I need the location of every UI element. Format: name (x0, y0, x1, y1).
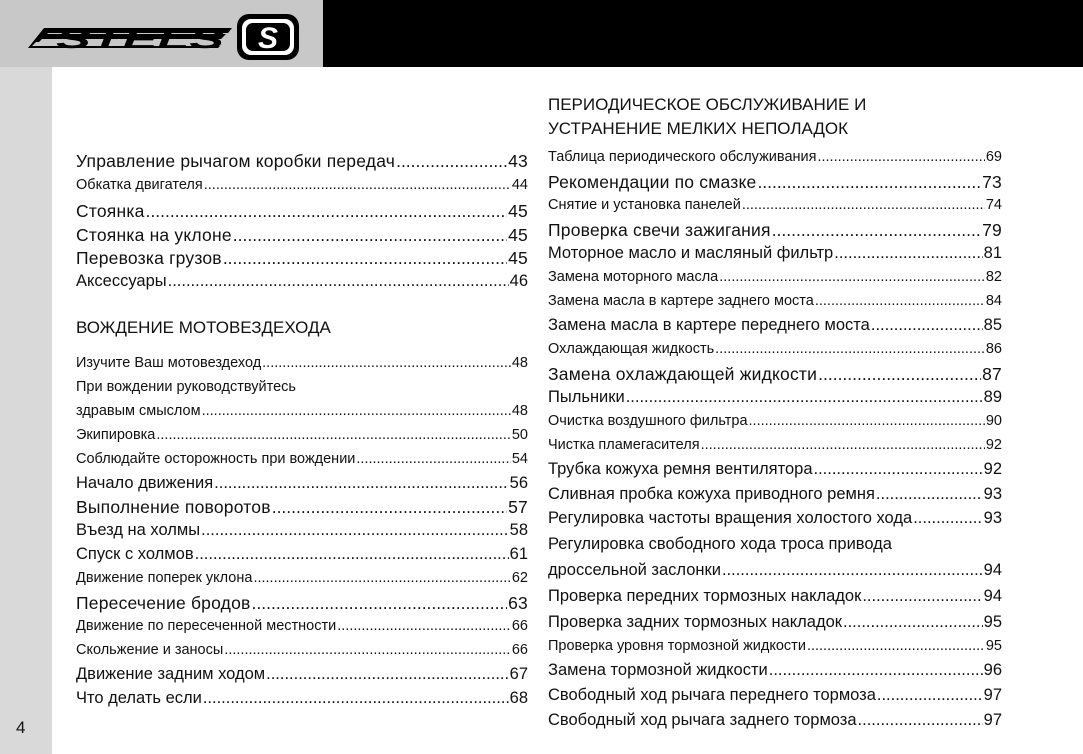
toc-entry: Проверка передних тормозных накладок ..... 94 (548, 587, 1002, 606)
toc-entry: Трубка кожуха ремня вентилятора ..... 92 (548, 460, 1002, 479)
toc-entry: Очистка воздушного фильтра ..... 90 (548, 413, 1002, 429)
logo-letter: S (257, 22, 279, 55)
toc-entry: Скольжение и заносы ..... 66 (76, 642, 528, 658)
toc-entry: Стоянка на уклоне ..... 45 (76, 225, 528, 246)
page-number: 4 (16, 718, 26, 737)
toc-entry: Начало движения ..... 56 (76, 474, 528, 493)
toc-entry: здравым смыслом ..... 48 (76, 403, 528, 419)
toc-entry: Пересечение бродов ..... 63 (76, 593, 528, 614)
toc-entry: Охлаждающая жидкость ..... 86 (548, 341, 1002, 357)
toc-entry: Экипировка ..... 50 (76, 427, 528, 443)
toc-entry: Проверка уровня тормозной жидкости ..... 95 (548, 638, 1002, 654)
toc-entry: Движение задним ходом ..... 67 (76, 665, 528, 684)
brand-wordmark: STELS (56, 24, 226, 54)
toc-entry: Замена масла в картере заднего моста ..... 84 (548, 293, 1002, 309)
page-margin-strip (0, 67, 52, 754)
toc-entry: Моторное масло и масляный фильтр ..... 81 (548, 244, 1002, 263)
toc-entry: Соблюдайте осторожность при вождении ..... 54 (76, 451, 528, 467)
toc-entry: Спуск с холмов ..... 61 (76, 545, 528, 564)
toc-entry: Замена тормозной жидкости ..... 96 (548, 661, 1002, 680)
toc-entry: Управление рычагом коробки передач ..... 43 (76, 151, 528, 172)
toc-entry: Регулировка частоты вращения холостого хода ..... 93 (548, 509, 1002, 528)
toc-entry: Таблица периодического обслуживания ..... 69 (548, 149, 1002, 165)
toc-entry: Замена моторного масла ..... 82 (548, 269, 1002, 285)
toc-entry: Стоянка ..... 45 (76, 201, 528, 222)
toc-entry: Пыльники ..... 89 (548, 388, 1002, 407)
toc-entry: Замена охлаждающей жидкости ..... 87 (548, 364, 1002, 385)
toc-entry: Перевозка грузов ..... 45 (76, 248, 528, 269)
toc-entry: Движение поперек уклона ..... 62 (76, 570, 528, 586)
toc-entry: Изучите Ваш мотовездеход ..... 48 (76, 355, 528, 371)
toc-entry: Замена масла в картере переднего моста ..... 85 (548, 316, 1002, 335)
toc-entry: Снятие и установка панелей ..... 74 (548, 197, 1002, 213)
toc-entry: Обкатка двигателя ..... 44 (76, 177, 528, 193)
section-title-maintenance-1: ПЕРИОДИЧЕСКОЕ ОБСЛУЖИВАНИЕ И (548, 95, 867, 114)
toc-entry: Сливная пробка кожуха приводного ремня ..... 93 (548, 485, 1002, 504)
toc-entry: Проверка свечи зажигания ..... 79 (548, 220, 1002, 241)
toc-entry: Движение по пересеченной местности ..... 66 (76, 618, 528, 634)
toc-entry: Регулировка свободного хода троса привода (548, 535, 892, 553)
toc-entry: Аксессуары ..... 46 (76, 272, 528, 291)
toc-entry: Что делать если ..... 68 (76, 689, 528, 708)
stels-logo-icon (0, 0, 323, 67)
toc-entry: Въезд на холмы ..... 58 (76, 521, 528, 540)
toc-entry: Рекомендации по смазке ..... 73 (548, 172, 1002, 193)
toc-entry: Выполнение поворотов ..... 57 (76, 497, 528, 518)
toc-entry: Свободный ход рычага переднего тормоза ..... 97 (548, 686, 1002, 705)
section-title-maintenance-2: УСТРАНЕНИЕ МЕЛКИХ НЕПОЛАДОК (548, 119, 849, 138)
toc-entry: Свободный ход рычага заднего тормоза ..... 97 (548, 711, 1002, 730)
brand-logo (0, 0, 323, 67)
toc-entry: Проверка задних тормозных накладок ..... 95 (548, 613, 1002, 632)
toc-entry: дроссельной заслонки ..... 94 (548, 561, 1002, 580)
toc-entry: Чистка пламегасителя ..... 92 (548, 437, 1002, 453)
toc-entry: При вождении руководствуйтесь (76, 379, 296, 395)
section-title-driving: ВОЖДЕНИЕ МОТОВЕЗДЕХОДА (76, 318, 331, 337)
